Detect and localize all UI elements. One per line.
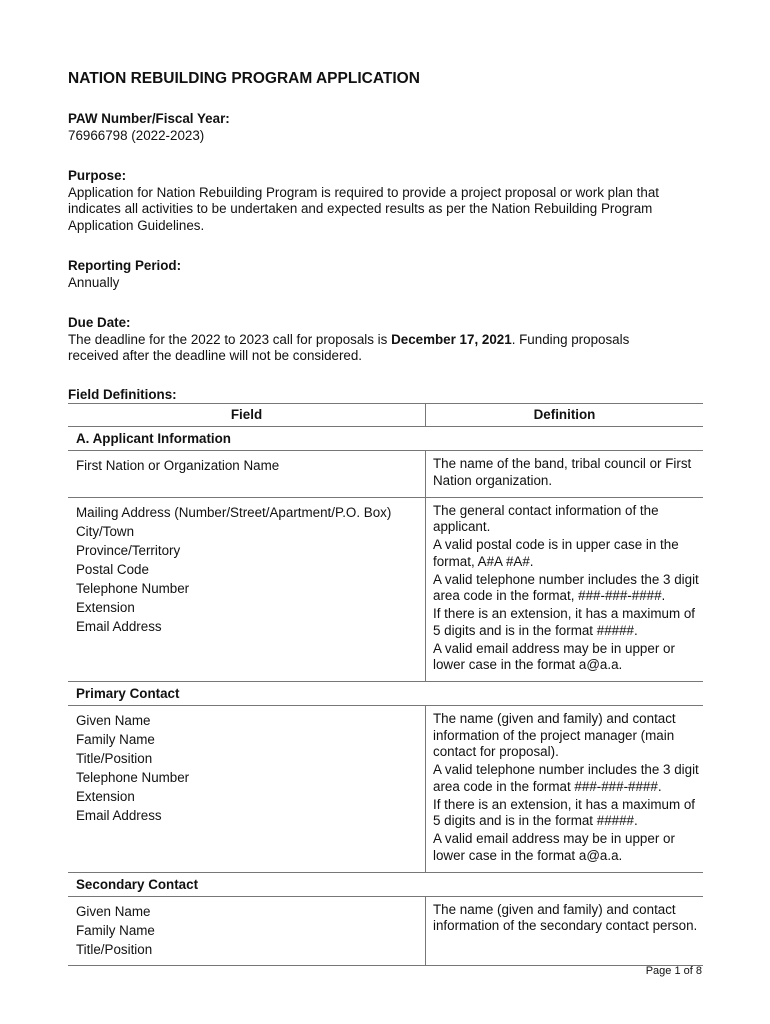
reporting-heading: Reporting Period: <box>68 258 182 273</box>
field-definitions-table <box>68 403 703 966</box>
field-name: Given Name <box>76 903 151 919</box>
definition-text: The name of the band, tribal council or First Nation organization. <box>433 456 692 488</box>
group-label: A. Applicant Information <box>68 427 703 451</box>
field-name: Extension <box>76 789 135 804</box>
field-name: Postal Code <box>76 561 149 577</box>
table-body <box>68 427 703 966</box>
group-label: Secondary Contact <box>68 872 703 896</box>
reporting-value: Annually <box>68 274 120 290</box>
field-definitions-heading: Field Definitions: <box>68 387 177 402</box>
field-name: Province/Territory <box>76 542 181 558</box>
field-name: Title/Position <box>76 751 153 766</box>
field-name: Extension <box>76 599 135 615</box>
table-row <box>68 497 703 682</box>
due-date-text <box>68 332 703 365</box>
table-row <box>68 706 703 873</box>
group-row <box>68 872 703 896</box>
paw-section <box>68 111 703 144</box>
field-name: Title/Position <box>76 941 153 957</box>
field-name: Mailing Address (Number/Street/Apartment/P.O. Box) <box>76 504 392 520</box>
definition-text: A valid email address may be in upper or lower case in the format a@a.a. <box>433 640 675 672</box>
due-date-text-before: The deadline for the 2022 to 2023 call for proposals is <box>68 331 392 347</box>
group-row <box>68 682 703 706</box>
definition-cell <box>426 497 704 682</box>
paw-heading: PAW Number/Fiscal Year: <box>68 111 230 126</box>
definition-text: The name (given and family) and contact information of the secondary contact person. <box>433 901 698 933</box>
definition-cell <box>426 451 704 498</box>
field-name: Telephone Number <box>76 770 190 785</box>
purpose-heading: Purpose: <box>68 168 127 183</box>
field-cell <box>68 706 426 873</box>
purpose-text: Application for Nation Rebuilding Program is required to provide a project proposal or work plan that indicates all activities to be undertaken and expected results as per the Nation Rebuilding Program Application Guidelines. <box>68 184 659 233</box>
column-header-definition: Definition <box>426 404 704 427</box>
paw-value: 76966798 (2022-2023) <box>68 127 205 143</box>
definition-text: If there is an extension, it has a maximum of 5 digits and is in the format #####. <box>433 796 695 828</box>
group-label: Primary Contact <box>68 682 703 706</box>
purpose-section <box>68 168 703 234</box>
definition-text: A valid postal code is in upper case in the format, A#A #A#. <box>433 537 679 569</box>
definition-text: A valid telephone number includes the 3 digit area code in the format ###-###-####. <box>433 762 699 794</box>
document-title: NATION REBUILDING PROGRAM APPLICATION <box>68 70 420 87</box>
field-name: Email Address <box>76 618 162 634</box>
field-name: Family Name <box>76 922 155 938</box>
definition-text: The name (given and family) and contact information of the project manager (main contact for proposal). <box>433 711 676 759</box>
field-cell <box>68 451 426 498</box>
definition-cell <box>426 896 704 965</box>
due-date-value: December 17, 2021 <box>391 331 512 347</box>
definition-text: The general contact information of the applicant. <box>433 502 659 534</box>
table-row <box>68 451 703 498</box>
due-date-heading: Due Date: <box>68 315 131 330</box>
field-cell <box>68 497 426 682</box>
definition-text: A valid email address may be in upper or lower case in the format a@a.a. <box>433 831 675 863</box>
field-cell <box>68 896 426 965</box>
definition-text: A valid telephone number includes the 3 digit area code in the format, ###-###-####. <box>433 571 699 603</box>
field-name: Given Name <box>76 713 151 728</box>
field-name: Telephone Number <box>76 580 190 596</box>
field-name: Email Address <box>76 808 162 823</box>
reporting-section <box>68 258 703 291</box>
definition-cell <box>426 706 704 873</box>
due-date-text-after: . Funding proposals received after the deadline will not be considered. <box>68 331 630 363</box>
field-name: City/Town <box>76 523 135 539</box>
table-header-row <box>68 404 703 427</box>
definition-text: If there is an extension, it has a maximum of 5 digits and is in the format #####. <box>433 606 695 638</box>
table-row <box>68 896 703 965</box>
field-name: Family Name <box>76 732 155 747</box>
page-number: Page 1 of 8 <box>645 965 702 977</box>
due-date-section <box>68 315 703 365</box>
column-header-field: Field <box>68 404 426 427</box>
field-name: First Nation or Organization Name <box>76 458 280 473</box>
group-row <box>68 427 703 451</box>
